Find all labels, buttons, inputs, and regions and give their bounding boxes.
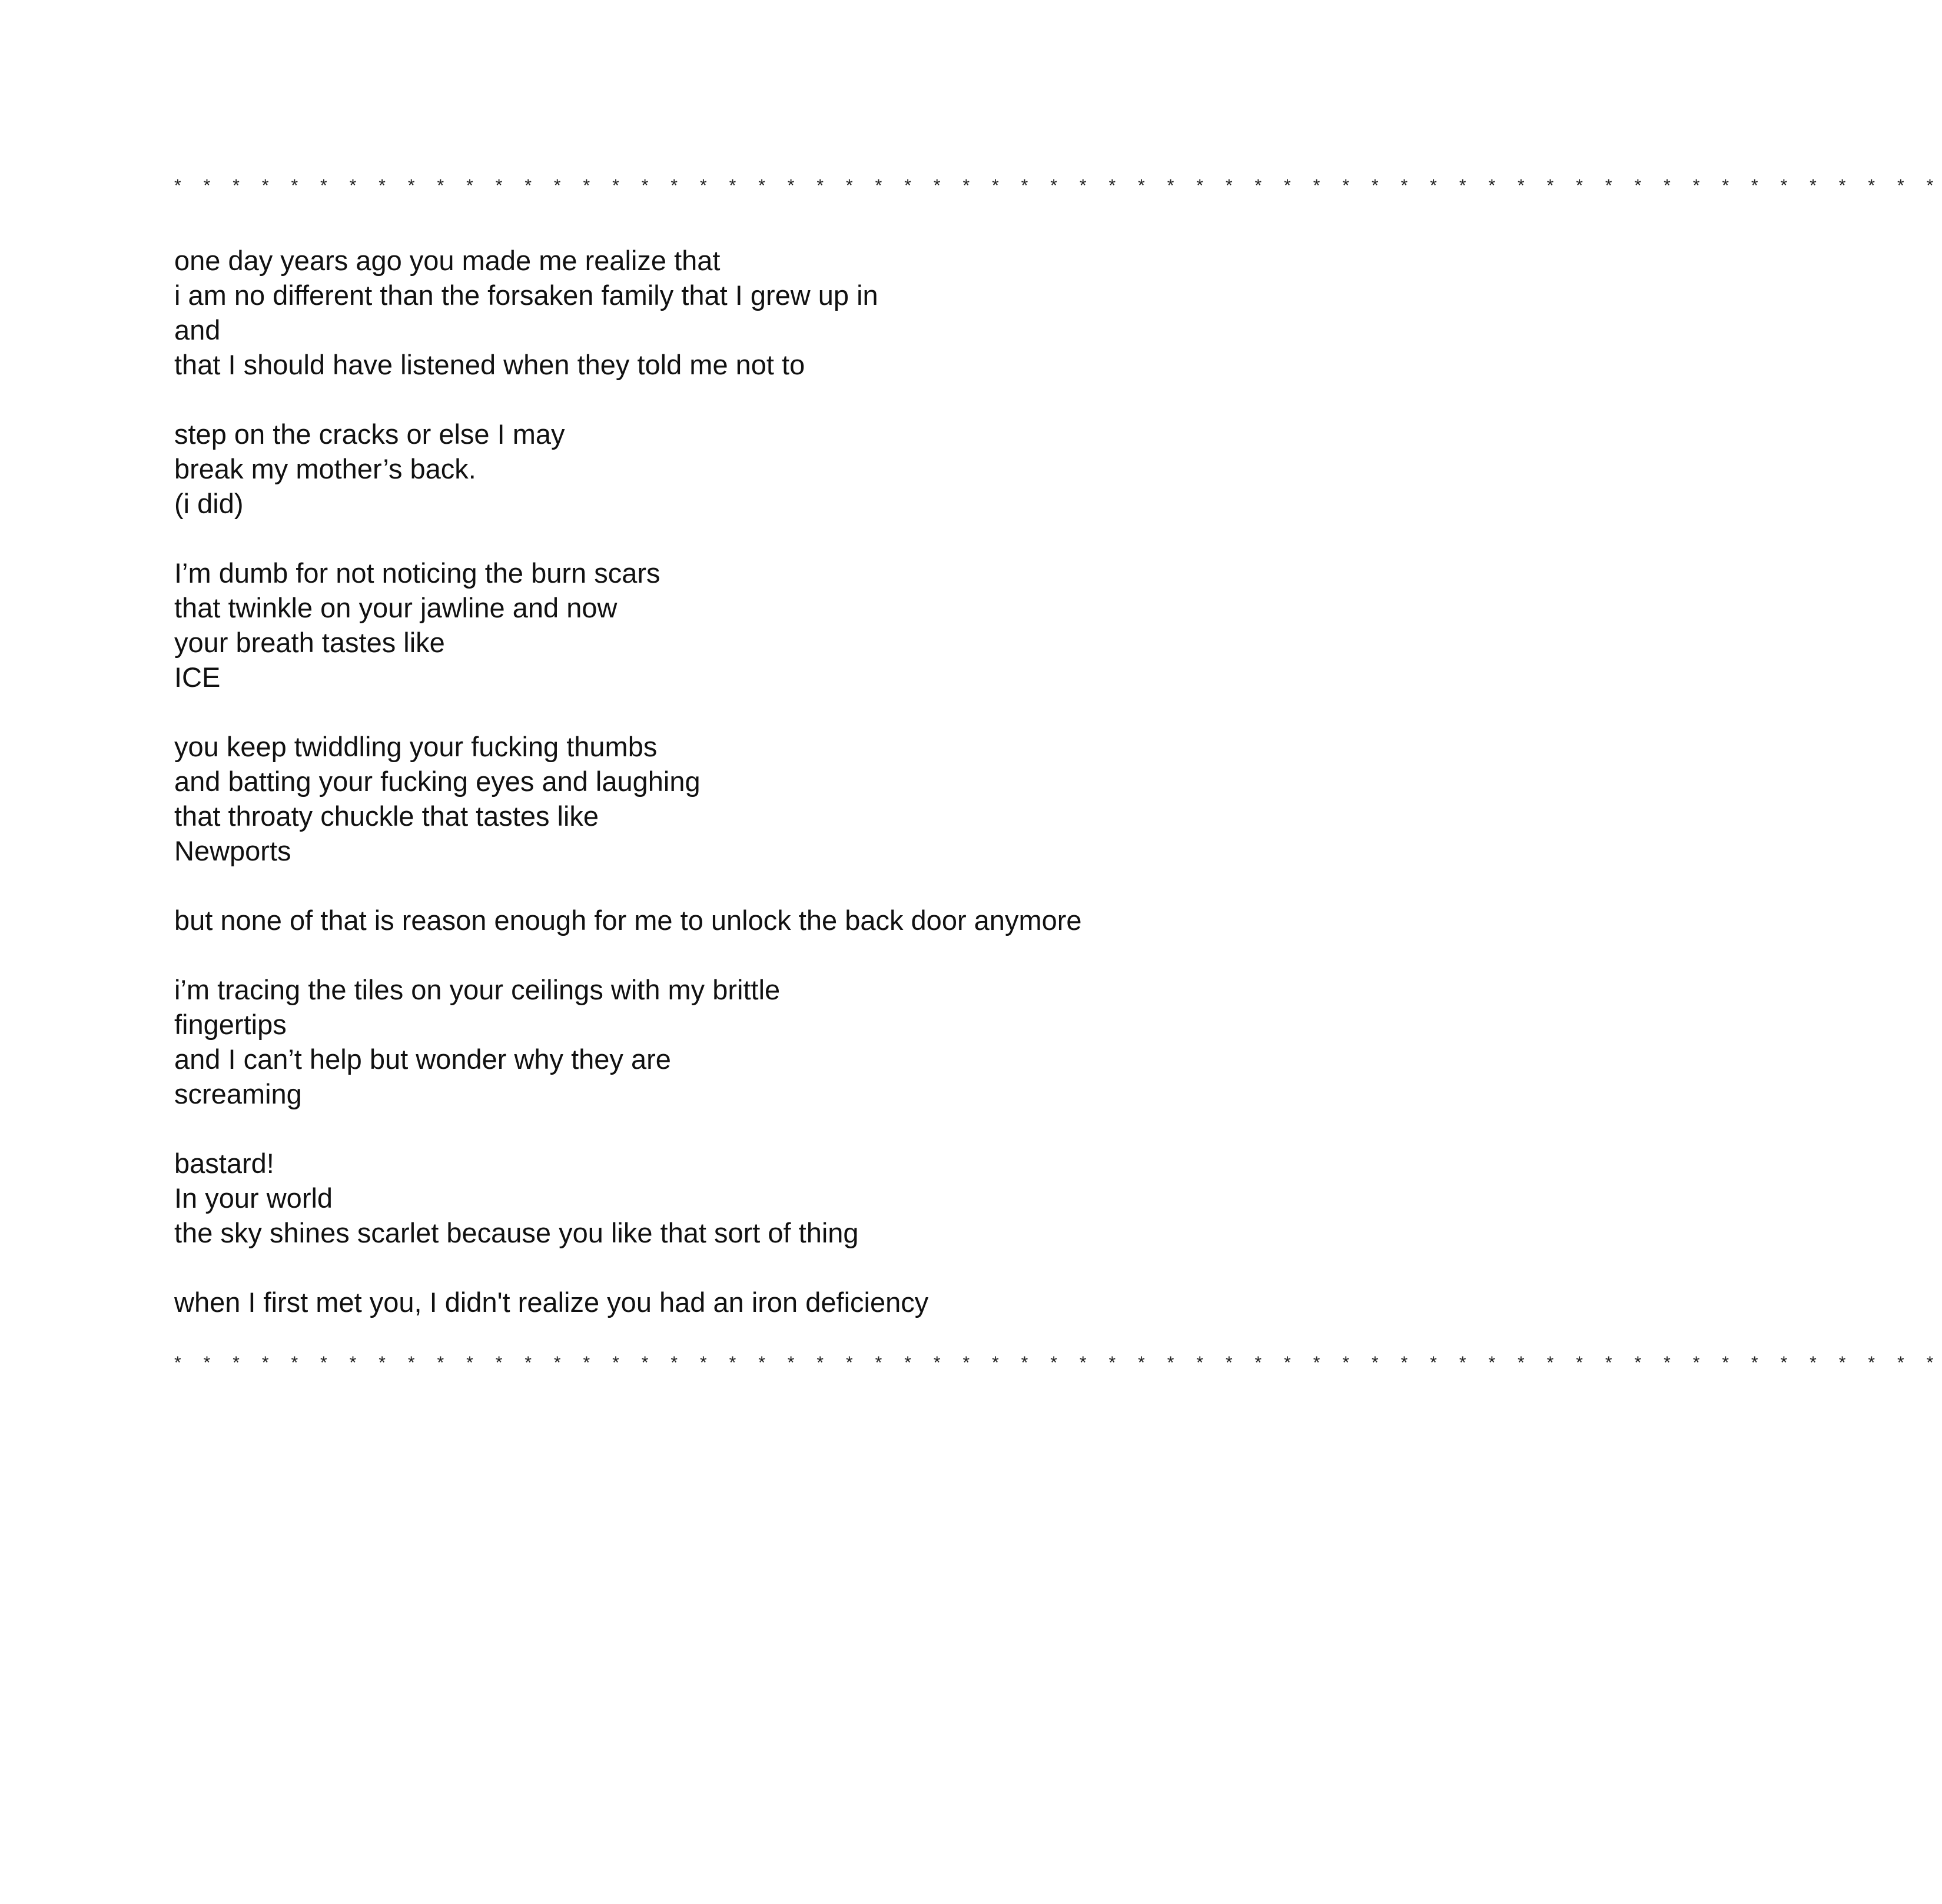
poem-line: Newports bbox=[174, 835, 291, 866]
poem-line: i am no different than the forsaken family that I grew up in bbox=[174, 280, 878, 311]
poem-line: and batting your fucking eyes and laughing bbox=[174, 766, 701, 797]
poem-line: step on the cracks or else I may bbox=[174, 418, 565, 450]
stanza bbox=[174, 243, 1322, 382]
stanza bbox=[174, 903, 1322, 938]
stanza bbox=[174, 417, 1322, 521]
stanza bbox=[174, 1146, 1322, 1250]
poem-line: that twinkle on your jawline and now bbox=[174, 592, 618, 623]
stanza bbox=[174, 556, 1322, 695]
stanza bbox=[174, 1285, 1322, 1320]
poem-line: fingertips bbox=[174, 1009, 287, 1040]
poem-line: the sky shines scarlet because you like that sort of thing bbox=[174, 1217, 859, 1248]
bottom-asterisk-divider: * * * * * * * * * * * * * * * * * * * * * * * * * * * * * * * * * * * * * * * * * * * * * * * * * * * * * * * * * * * * * bbox=[174, 1353, 1942, 1373]
poem-line: one day years ago you made me realize that bbox=[174, 245, 721, 276]
poem-line: when I first met you, I didn't realize you had an iron deficiency bbox=[174, 1287, 929, 1318]
poem-line: and bbox=[174, 314, 221, 345]
poem-line: In your world bbox=[174, 1182, 333, 1214]
stanza bbox=[174, 972, 1322, 1111]
poem-line: break my mother’s back. bbox=[174, 453, 476, 484]
poem-line: bastard! bbox=[174, 1148, 274, 1179]
poem-body bbox=[174, 243, 1322, 1354]
poem-line: and I can’t help but wonder why they are bbox=[174, 1044, 671, 1075]
stanza bbox=[174, 729, 1322, 868]
poem-line: that I should have listened when they told me not to bbox=[174, 349, 805, 380]
poem-line: screaming bbox=[174, 1078, 302, 1109]
poem-line: ICE bbox=[174, 662, 221, 693]
poem-line: but none of that is reason enough for me to unlock the back door anymore bbox=[174, 905, 1082, 936]
poem-line: that throaty chuckle that tastes like bbox=[174, 800, 599, 832]
poem-line: i’m tracing the tiles on your ceilings with my brittle bbox=[174, 974, 781, 1005]
top-asterisk-divider: * * * * * * * * * * * * * * * * * * * * * * * * * * * * * * * * * * * * * * * * * * * * * * * * * * * * * * * * * * * * * bbox=[174, 176, 1942, 195]
poem-line: you keep twiddling your fucking thumbs bbox=[174, 731, 658, 762]
poem-line: (i did) bbox=[174, 488, 244, 519]
poem-line: your breath tastes like bbox=[174, 627, 445, 658]
poem-line: I’m dumb for not noticing the burn scars bbox=[174, 557, 660, 589]
